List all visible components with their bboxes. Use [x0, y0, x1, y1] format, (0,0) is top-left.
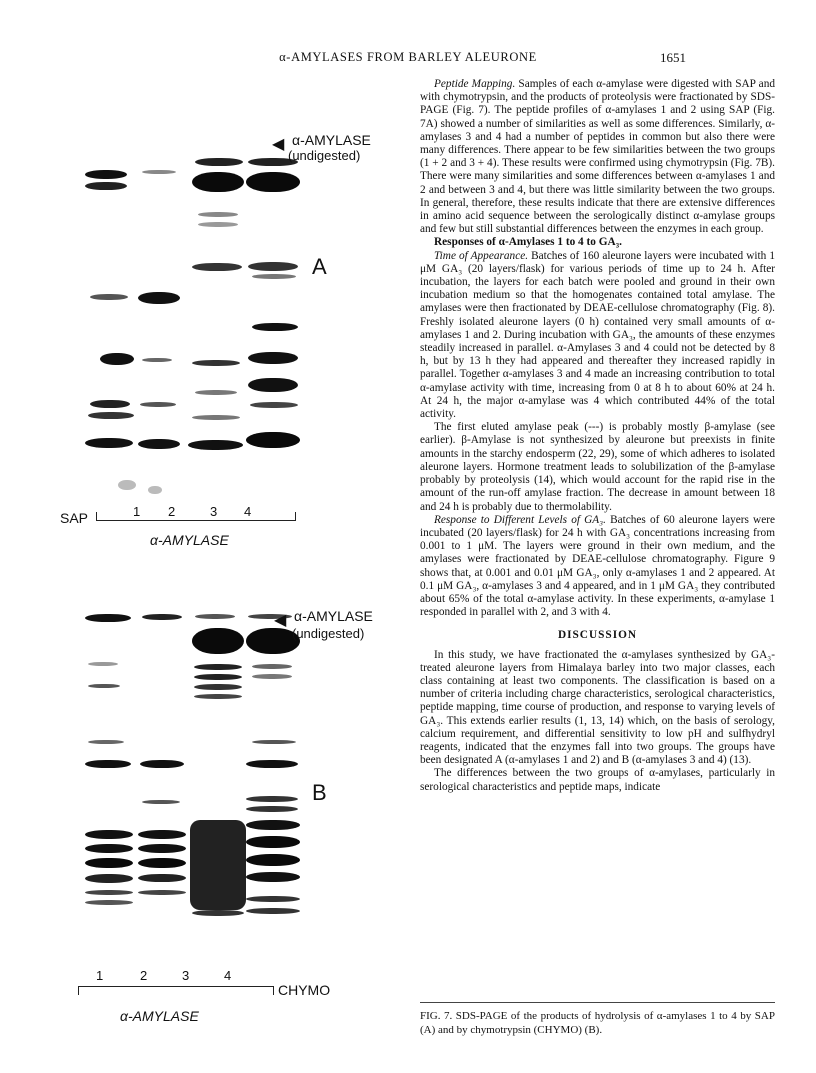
paragraph-text: Batches of 160 aleurone layers were incubated with 1 μM GA₃ (20 layers/flask) for various periods of time up to 24 h. After incubation, the layers for each batch were pooled and ground in their own incubation medium so that the homogenates contained total amylase. The amylases were then fractionated by DEAE-cellulose chromatography (Fig. 8). Freshly isolated aleurone layers (0 h) contained very small amounts of α-amylases 1 and 2. During incubation with GA₃, the amounts of these enzymes steadily increased in parallel. α-Amylases 3 and 4 could not be detected by 8 h, but by 13 h they had appeared and thereafter they increased rapidly in parallel. Together α-amylases 3 and 4 made an increasing contribution to total α-amylase activity with time, increasing from 0 at 8 h to about 60% at 24 h. At 24 h, the major α-amylase was 4 which contributed 44% of the total activity. — [420, 249, 775, 421]
inline-heading: Response to Different Levels of GA₃. — [434, 513, 606, 526]
gel-band — [85, 170, 127, 179]
gel-band — [140, 760, 184, 768]
gel-band — [192, 628, 244, 654]
gel-artifact — [118, 480, 136, 490]
gel-band — [250, 402, 298, 408]
gel-band — [252, 664, 292, 669]
gel-band — [194, 684, 242, 690]
lane-label: 4 — [224, 968, 232, 983]
text-column — [420, 78, 775, 794]
gel-band — [90, 294, 128, 300]
paragraph-time-of-appearance — [420, 250, 775, 422]
gel-band — [140, 402, 176, 407]
gel-band — [138, 858, 186, 868]
gel-band — [85, 874, 133, 883]
panel-b-undigested-label: α-AMYLASE — [294, 608, 373, 624]
gel-band — [195, 614, 235, 619]
gel-band — [85, 830, 133, 839]
gel-band — [192, 415, 240, 420]
gel-band — [248, 262, 298, 271]
gel-band — [138, 844, 186, 853]
gel-band — [88, 684, 120, 688]
gel-band — [252, 740, 296, 744]
gel-band — [246, 796, 298, 802]
gel-band — [85, 438, 133, 448]
gel-band — [192, 360, 240, 366]
gel-band — [88, 740, 124, 744]
gel-band — [246, 872, 300, 882]
gel-band — [142, 358, 172, 362]
panel-a-axis-label: α-AMYLASE — [150, 532, 229, 548]
gel-band — [85, 182, 127, 190]
gel-band — [138, 439, 180, 449]
panel-b-axis-label: α-AMYLASE — [120, 1008, 199, 1024]
paragraph-peptide-mapping — [420, 78, 775, 236]
gel-band — [246, 836, 300, 848]
discussion-heading: DISCUSSION — [557, 629, 638, 642]
gel-band — [90, 400, 130, 408]
paragraph-text: Samples of each α-amylase were digested with SAP and with chymotrypsin, and the products of proteolysis were fractionated by SDS-PAGE (Fig. 7). The peptide profiles of α-amylases 1 and 2 using SAP (Fig. 7A) showed a number of similarities as well as some differences. Similarly, α-amylases 3 and 4 had a number of peptides in common but also there were many differences. There appear to be few similarities between the two groups (1 + 2 and 3 + 4). These results were confirmed using chymotrypsin (Fig. 7B). There were many similarities and some differences between α-amylases 1 and 2 and between 3 and 4, but there was little similarity between the two groups. In general, therefore, these results indicate that there are extensive differences in amino acid sequence between the serologically distinct α-amylase groups and few but still substantial differences between the enzymes in each group. — [420, 78, 775, 236]
panel-a-arrow-icon: ◀ — [272, 136, 285, 153]
panel-b-enzyme: CHYMO — [278, 982, 331, 998]
panel-b-lane-bracket — [78, 986, 274, 995]
gel-panel-a — [80, 150, 310, 510]
gel-band — [142, 800, 180, 804]
gel-band — [142, 614, 182, 620]
gel-band — [246, 760, 298, 768]
gel-band — [246, 896, 300, 902]
caption-divider — [420, 1002, 775, 1003]
panel-b-arrow-icon: ◀ — [274, 612, 287, 629]
lane-label: 3 — [182, 968, 190, 983]
gel-band — [246, 908, 300, 914]
gel-band — [246, 432, 300, 448]
paragraph-discussion-2: The differences between the two groups of α-amylases, particularly in serological characteristics and peptide maps, indicate — [420, 767, 775, 793]
gel-band — [88, 662, 118, 666]
gel-band — [246, 806, 298, 812]
gel-band — [198, 222, 238, 227]
gel-band — [100, 353, 134, 365]
gel-band — [188, 440, 243, 450]
gel-band — [194, 694, 242, 699]
gel-band — [88, 412, 134, 419]
inline-heading: Peptide Mapping. — [434, 78, 516, 90]
gel-band — [252, 674, 292, 679]
figure-7 — [30, 120, 410, 1050]
gel-band — [246, 172, 300, 192]
gel-band — [248, 378, 298, 392]
gel-band — [85, 890, 133, 895]
gel-band — [252, 274, 296, 279]
panel-a-undigested-label: α-AMYLASE — [292, 132, 371, 148]
running-title: α-AMYLASES FROM BARLEY ALEURONE — [279, 50, 537, 64]
gel-band — [85, 760, 131, 768]
gel-band — [192, 910, 244, 916]
lane-label: 2 — [168, 504, 176, 519]
gel-band — [246, 854, 300, 866]
lane-label: 4 — [244, 504, 252, 519]
lane-label: 1 — [96, 968, 104, 983]
gel-band — [194, 664, 242, 670]
lane-label: 3 — [210, 504, 218, 519]
gel-band — [252, 323, 298, 331]
panel-b-letter: B — [312, 780, 327, 805]
gel-band — [195, 158, 243, 166]
panel-a-enzyme: SAP — [60, 510, 89, 526]
gel-band — [85, 614, 131, 622]
figure-caption: FIG. 7. SDS-PAGE of the products of hydrolysis of α-amylases 1 to 4 by SAP (A) and by chymotrypsin (CHYMO) (B). — [420, 1010, 775, 1036]
page-number: 1651 — [660, 50, 686, 65]
gel-artifact — [148, 486, 162, 494]
panel-a-lane-bracket — [96, 512, 296, 521]
panel-a-letter: A — [312, 254, 327, 279]
paragraph-ga-levels — [420, 514, 775, 620]
gel-band — [85, 858, 133, 868]
inline-heading: Time of Appearance. — [434, 249, 529, 262]
gel-band — [138, 292, 180, 304]
gel-band — [85, 900, 133, 905]
gel-panel-b — [80, 600, 310, 960]
gel-band — [138, 890, 186, 895]
section-subheading: Responses of α-Amylases 1 to 4 to GA₃. — [434, 236, 622, 249]
lane-label: 1 — [133, 504, 141, 519]
panel-b-undigested-sub: (undigested) — [292, 626, 365, 641]
gel-band — [85, 844, 133, 853]
gel-band — [192, 172, 244, 192]
paragraph-discussion-1: In this study, we have fractionated the α-amylases synthesized by GA₃-treated aleurone layers from Himalaya barley into two major classes, each class containing at least two components. The classification is based on a number of criteria including charge characteristics, serological characteristics, peptide mapping, time course of production, and response to varying levels of GA₃. This extends earlier results (1, 13, 14) which, on the basis of serology, calcium requirement, and differential sensitivity to low pH and sulfhydryl reagents, indicated that the enzymes fall into two groups. The groups have been designated A (α-amylases 1 and 2) and B (α-amylases 3 and 4) (13). — [420, 648, 775, 767]
gel-band — [246, 820, 300, 830]
gel-band — [142, 170, 176, 174]
gel-band — [138, 830, 186, 839]
gel-band — [190, 820, 246, 910]
gel-band — [198, 212, 238, 217]
panel-a-undigested-sub: (undigested) — [288, 148, 361, 163]
gel-band — [192, 263, 242, 271]
gel-band — [248, 352, 298, 364]
gel-band — [194, 674, 242, 680]
gel-band — [195, 390, 237, 395]
paragraph-text: Batches of 60 aleurone layers were incubated (20 layers/flask) for 24 h with GA₃ concentrations increasing from 0.001 to 1 μM. The layers were ground in their own medium, and the amylases were fractionated by DEAE-cellulose chromatography. Figure 9 shows that, at 0.001 and 0.01 μM GA₃, only α-amylases 1 and 2 appeared. At 0.1 μM GA₃, α-amylases 3 and 4 appeared, and in 1 μM GA₃ they contributed about 65% of the total α-amylase activity. In these experiments, α-amylase 1 responded in parallel with 2, and 3 with 4. — [420, 513, 775, 619]
lane-label: 2 — [140, 968, 148, 983]
gel-band — [138, 874, 186, 882]
paragraph-beta-amylase: The first eluted amylase peak (---) is probably mostly β-amylase (see earlier). β-Amylase is not synthesized by aleurone but preexists in finite amounts in the starchy endosperm (22, 29), some of which adheres to isolated aleurone layers. Hormone treatment leads to solubilization of the β-amylase probably by proteolysis (14), which would account for the rapid rise in the amount of the run-off amylase fraction. The decrease in amount between 18 and 24 h is probably due to thermolability. — [420, 421, 775, 513]
